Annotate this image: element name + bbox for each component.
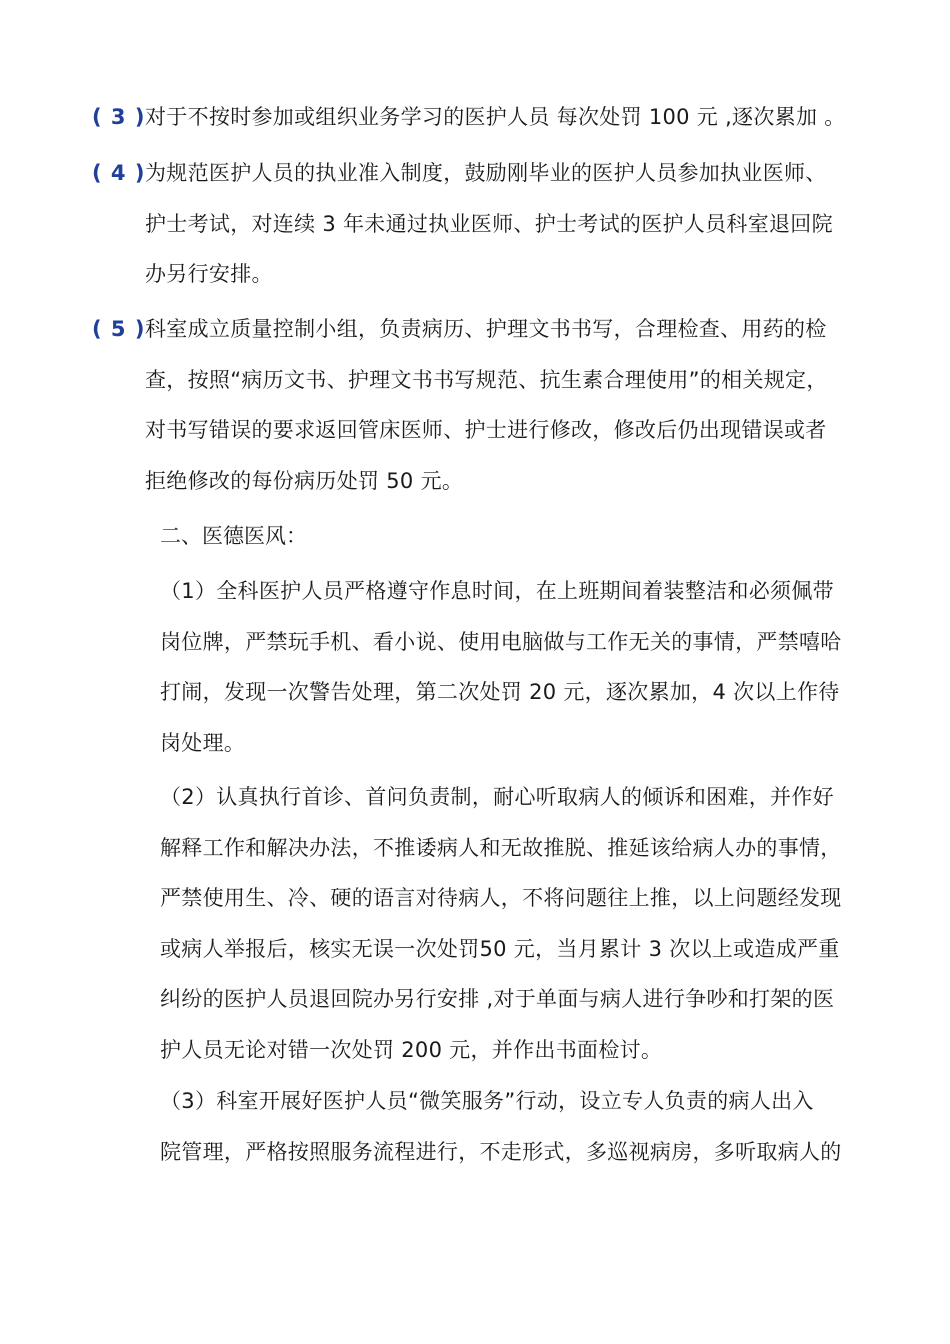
text-line: 办另行安排。 bbox=[145, 262, 273, 286]
text-line: 为规范医护人员的执业准入制度，鼓励刚毕业的医护人员参加执业医师、 bbox=[145, 161, 827, 185]
text-line: 解释工作和解决办法，不推诿病人和无故推脱、推延该给病人办的事情， bbox=[160, 835, 842, 860]
item-number: ( 5 ) bbox=[92, 317, 146, 341]
text-line: 护士考试，对连续 3 年未通过执业医师、护士考试的医护人员科室退回院 bbox=[145, 211, 833, 236]
paragraph-1 bbox=[160, 566, 880, 768]
text-line: 科室成立质量控制小组，负责病历、护理文书书写，合理检查、用药的检 bbox=[145, 317, 827, 341]
text-line: 岗位牌，严禁玩手机、看小说、使用电脑做与工作无关的事情，严禁嘻哈 bbox=[160, 629, 842, 654]
text-line: 或病人举报后，核实无误一次处罚50 元，当月累计 3 次以上或造成严重 bbox=[160, 936, 840, 961]
item-text bbox=[145, 148, 882, 300]
text-line: 拒绝修改的每份病历处罚 50 元。 bbox=[145, 468, 464, 493]
text-line: 严禁使用生、冷、硬的语言对待病人，不将问题往上推，以上问题经发现 bbox=[160, 886, 842, 910]
item-text bbox=[145, 304, 882, 506]
section-heading: 二、医德医风： bbox=[160, 524, 307, 548]
text-line: （2）认真执行首诊、首问负责制，耐心听取病人的倾诉和困难，并作好 bbox=[160, 785, 834, 809]
numbered-item-5 bbox=[92, 304, 882, 506]
text-line: （1）全科医护人员严格遵守作息时间，在上班期间着装整洁和必须佩带 bbox=[160, 579, 834, 603]
text-line: 纠纷的医护人员退回院办另行安排 ,对于单面与病人进行争吵和打架的医 bbox=[160, 987, 835, 1011]
paragraph-3 bbox=[160, 1076, 880, 1177]
text-line: 护人员无论对错一次处罚 200 元，并作出书面检讨。 bbox=[160, 1037, 663, 1062]
numbered-item-3 bbox=[92, 92, 882, 143]
text-line: 院管理，严格按照服务流程进行，不走形式，多巡视病房，多听取病人的 bbox=[160, 1139, 842, 1164]
item-number: ( 3 ) bbox=[92, 105, 146, 129]
text-line: 打闹，发现一次警告处理，第二次处罚 20 元，逐次累加，4 次以上作待 bbox=[160, 680, 840, 704]
item-number: ( 4 ) bbox=[92, 161, 146, 185]
item-text bbox=[145, 92, 882, 143]
text-line: 对书写错误的要求返回管床医师、护士进行修改，修改后仍出现错误或者 bbox=[145, 418, 827, 442]
paragraph-2 bbox=[160, 772, 880, 1075]
text-line: 岗处理。 bbox=[160, 730, 246, 755]
text-line: 查，按照“病历文书、护理文书书写规范、抗生素合理使用”的相关规定， bbox=[145, 367, 828, 392]
numbered-item-4 bbox=[92, 148, 882, 300]
text-line: （3）科室开展好医护人员“微笑服务”行动，设立专人负责的病人出入 bbox=[160, 1089, 814, 1113]
text-line: 对于不按时参加或组织业务学习的医护人员 每次处罚 100 元 ,逐次累加 。 bbox=[145, 105, 846, 129]
